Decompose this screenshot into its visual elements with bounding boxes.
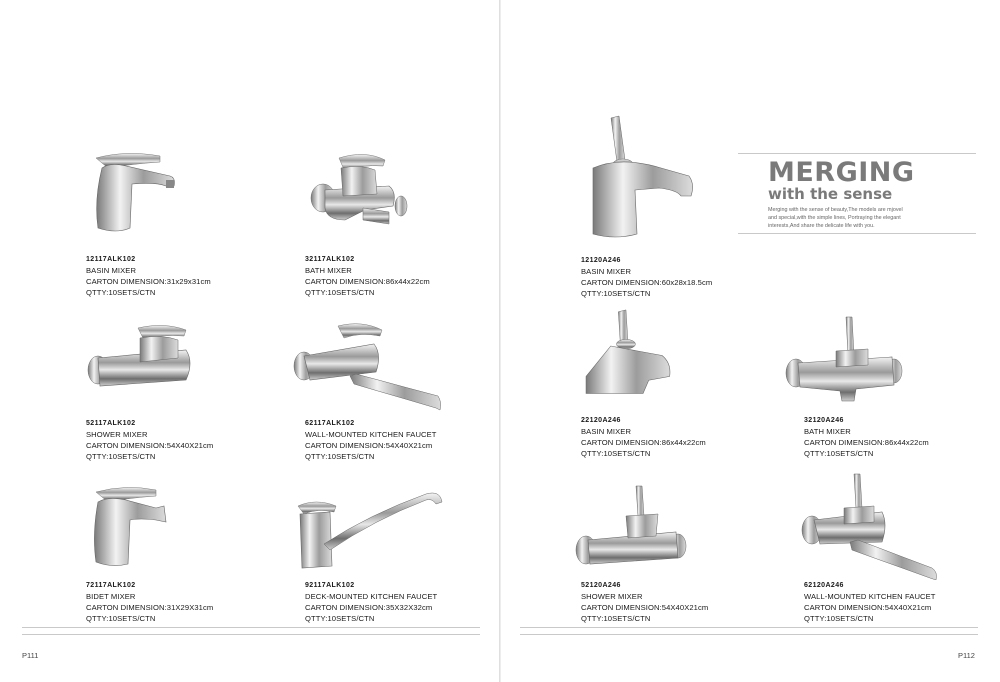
carton-dimension: CARTON DIMENSION:31X29X31cm bbox=[86, 603, 214, 612]
book-spine bbox=[499, 0, 501, 682]
product-name: BATH MIXER bbox=[305, 266, 352, 275]
product-code: 72117ALK102 bbox=[86, 582, 136, 589]
page-number: P112 bbox=[958, 651, 975, 660]
carton-quantity: QTTY:10SETS/CTN bbox=[581, 289, 651, 298]
product-code: 32117ALK102 bbox=[305, 256, 355, 263]
carton-quantity: QTTY:10SETS/CTN bbox=[581, 614, 651, 623]
basin-mixer-lever-image bbox=[581, 112, 711, 242]
headline-rule-bottom bbox=[738, 233, 976, 234]
product-name: SHOWER MIXER bbox=[581, 592, 643, 601]
page-number: P111 bbox=[22, 651, 39, 660]
blurb-line: interests,And share the delicate life with you. bbox=[768, 223, 875, 229]
carton-quantity: QTTY:10SETS/CTN bbox=[86, 614, 156, 623]
carton-quantity: QTTY:10SETS/CTN bbox=[86, 452, 156, 461]
carton-quantity: QTTY:10SETS/CTN bbox=[305, 288, 375, 297]
carton-dimension: CARTON DIMENSION:35X32X32cm bbox=[305, 603, 433, 612]
headline-block bbox=[768, 158, 968, 230]
wall-kitchen-faucet-image bbox=[290, 318, 460, 413]
product-info bbox=[86, 254, 211, 298]
product-code: 22120A246 bbox=[581, 417, 621, 424]
shower-mixer-lever-image bbox=[572, 484, 742, 579]
product-name: BASIN MIXER bbox=[581, 267, 632, 276]
product-info bbox=[804, 580, 936, 624]
blurb-line: Merging with the sense of beauty,The models are mjovel bbox=[768, 207, 903, 213]
product-code: 52120A246 bbox=[581, 582, 621, 589]
carton-quantity: QTTY:10SETS/CTN bbox=[804, 614, 874, 623]
headline-rule-top bbox=[738, 153, 976, 154]
bath-mixer-lever-image bbox=[784, 315, 934, 410]
carton-dimension: CARTON DIMENSION:60x28x18.5cm bbox=[581, 278, 713, 287]
product-info bbox=[804, 415, 929, 459]
carton-quantity: QTTY:10SETS/CTN bbox=[581, 449, 651, 458]
product-name: BATH MIXER bbox=[804, 427, 851, 436]
carton-quantity: QTTY:10SETS/CTN bbox=[804, 449, 874, 458]
product-name: DECK-MOUNTED KITCHEN FAUCET bbox=[305, 592, 438, 601]
product-name: SHOWER MIXER bbox=[86, 430, 148, 439]
headline-title: MERGING bbox=[768, 157, 915, 188]
headline-blurb bbox=[768, 206, 968, 230]
basin-mixer-image bbox=[86, 150, 256, 245]
product-info bbox=[581, 255, 712, 299]
footer-rule bbox=[22, 627, 480, 628]
footer-rule bbox=[22, 634, 480, 635]
bath-mixer-image bbox=[305, 150, 475, 245]
product-name: BASIN MIXER bbox=[581, 427, 632, 436]
blurb-line: and special,with the simple lines, Portraying the elegant bbox=[768, 215, 901, 221]
carton-dimension: CARTON DIMENSION:86x44x22cm bbox=[305, 277, 430, 286]
product-name: WALL-MOUNTED KITCHEN FAUCET bbox=[804, 592, 936, 601]
product-code: 52117ALK102 bbox=[86, 420, 136, 427]
product-info bbox=[305, 254, 430, 298]
carton-dimension: CARTON DIMENSION:31x29x31cm bbox=[86, 277, 211, 286]
carton-dimension: CARTON DIMENSION:54X40X21cm bbox=[804, 603, 932, 612]
product-name: BASIN MIXER bbox=[86, 266, 137, 275]
carton-dimension: CARTON DIMENSION:86x44x22cm bbox=[804, 438, 929, 447]
product-code: 32120A246 bbox=[804, 417, 844, 424]
product-info bbox=[86, 580, 213, 624]
product-code: 62120A246 bbox=[804, 582, 844, 589]
bidet-mixer-image bbox=[86, 484, 256, 579]
product-name: BIDET MIXER bbox=[86, 592, 136, 601]
product-info bbox=[305, 580, 437, 624]
product-info bbox=[581, 580, 708, 624]
carton-dimension: CARTON DIMENSION:54X40X21cm bbox=[581, 603, 709, 612]
carton-dimension: CARTON DIMENSION:54X40X21cm bbox=[305, 441, 433, 450]
product-info bbox=[305, 418, 437, 462]
footer-rule bbox=[520, 634, 978, 635]
product-info bbox=[581, 415, 706, 459]
carton-quantity: QTTY:10SETS/CTN bbox=[86, 288, 156, 297]
carton-quantity: QTTY:10SETS/CTN bbox=[305, 614, 375, 623]
product-code: 92117ALK102 bbox=[305, 582, 355, 589]
deck-kitchen-faucet-image bbox=[290, 484, 460, 579]
headline-subtitle: with the sense bbox=[768, 185, 893, 203]
footer-rule bbox=[520, 627, 978, 628]
product-info bbox=[86, 418, 213, 462]
product-code: 12117ALK102 bbox=[86, 256, 136, 263]
carton-quantity: QTTY:10SETS/CTN bbox=[305, 452, 375, 461]
carton-dimension: CARTON DIMENSION:54X40X21cm bbox=[86, 441, 214, 450]
basin-mixer-two-hole-image bbox=[578, 308, 748, 403]
product-code: 62117ALK102 bbox=[305, 420, 355, 427]
wall-kitchen-faucet-lever-image bbox=[800, 472, 970, 580]
shower-mixer-image bbox=[86, 318, 256, 413]
product-code: 12120A246 bbox=[581, 257, 621, 264]
product-name: WALL-MOUNTED KITCHEN FAUCET bbox=[305, 430, 437, 439]
carton-dimension: CARTON DIMENSION:86x44x22cm bbox=[581, 438, 706, 447]
